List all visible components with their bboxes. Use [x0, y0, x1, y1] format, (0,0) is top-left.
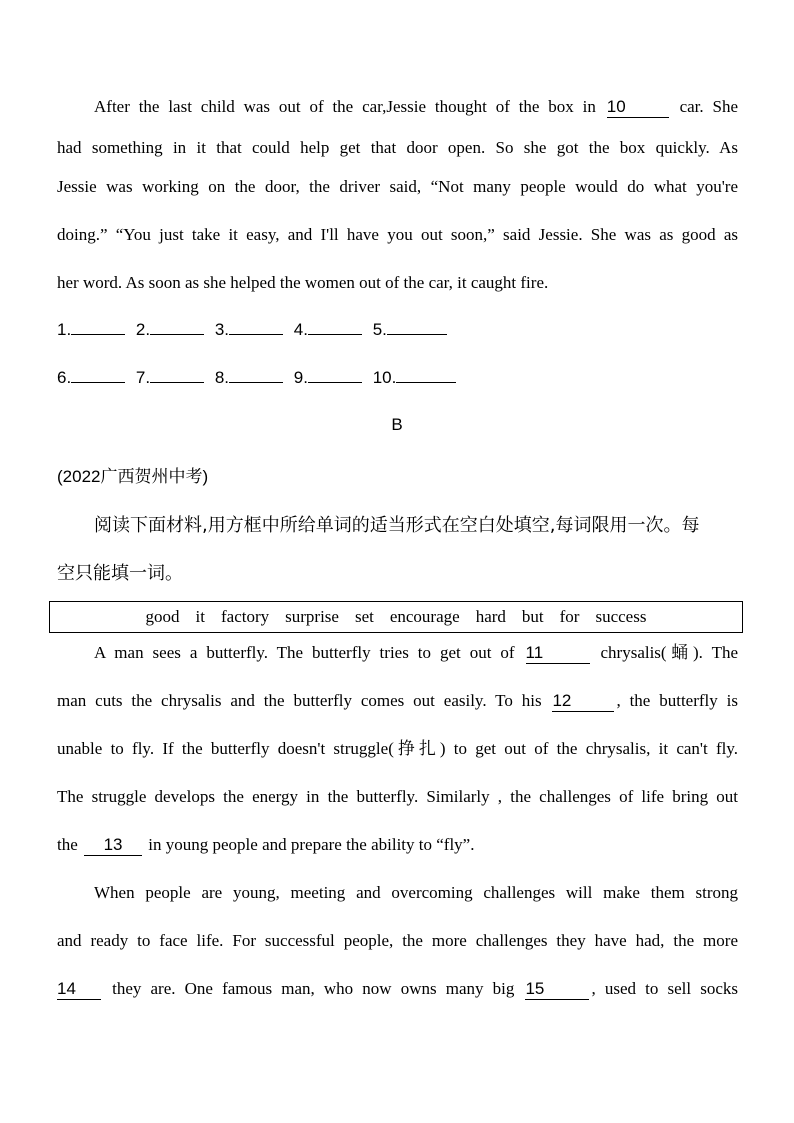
passage-a-line-5: her word. As soon as she helped the women out of the car, it caught fire. [57, 273, 549, 292]
answer-slot[interactable]: 2. [136, 320, 204, 340]
instruction-line-1: 阅读下面材料,用方框中所给单词的适当形式在空白处填空,每词限用一次。每 [94, 515, 700, 536]
answer-slot[interactable]: 1. [57, 320, 125, 340]
word-option: but [521, 607, 544, 626]
text-segment: in young people and prepare the ability to “fly”. [144, 835, 475, 854]
passage-b-line-4: The struggle develops the energy in the butterfly. Similarly , the challenges of life bring out [57, 787, 738, 806]
text-segment: A man sees a butterfly. The butterfly tries to get out of [94, 643, 524, 662]
text-segment: car. She [670, 97, 738, 116]
text-segment: they are. One famous man, who now owns many big [103, 979, 524, 998]
answer-slot[interactable]: 9. [294, 368, 362, 388]
passage-b-line-7: and ready to face life. For successful people, the more challenges they have had, the more [57, 931, 738, 950]
blank-13[interactable]: 13 [84, 835, 142, 856]
instruction-line-2: 空只能填一词。 [57, 563, 183, 584]
text-segment: man cuts the chrysalis and the butterfly comes out easily. To his [57, 691, 551, 710]
answer-slot[interactable]: 10. [373, 368, 457, 388]
word-option: hard [475, 607, 506, 626]
text-segment: , used to sell socks [591, 979, 738, 998]
passage-b-line-1 [94, 641, 738, 665]
answer-slot[interactable]: 5. [373, 320, 447, 340]
word-option: set [354, 607, 374, 626]
passage-a-line-3: Jessie was working on the door, the driver said, “Not many people would do what you're [57, 177, 738, 196]
word-option: it [195, 607, 205, 626]
passage-b-line-2 [57, 689, 738, 713]
word-option: surprise [285, 607, 339, 626]
passage-b-line-5 [57, 833, 738, 857]
blank-11[interactable]: 11 [526, 643, 590, 664]
passage-a-line-4: doing.” “You just take it easy, and I'll have you out soon,” said Jessie. She was as good as [57, 225, 738, 244]
answer-row-1 [57, 320, 453, 340]
word-option: for [559, 607, 580, 626]
text-segment: chrysalis(蛹). The [591, 643, 739, 662]
answer-slot[interactable]: 3. [215, 320, 283, 340]
passage-b-line-3: unable to fly. If the butterfly doesn't struggle(挣扎) to get out of the chrysalis, it can't fly. [57, 739, 738, 758]
answer-slot[interactable]: 6. [57, 368, 125, 388]
answer-slot[interactable]: 7. [136, 368, 204, 388]
passage-b-line-6: When people are young, meeting and overcoming challenges will make them strong [94, 883, 738, 902]
word-option: good [145, 607, 180, 626]
blank-14[interactable]: 14 [57, 979, 101, 1000]
word-box [49, 601, 743, 633]
word-option: success [595, 607, 647, 626]
text-segment: the [57, 835, 83, 854]
text-segment: After the last child was out of the car,Jessie thought of the box in [94, 97, 605, 116]
passage-b-line-8 [57, 977, 738, 1001]
answer-slot[interactable]: 4. [294, 320, 362, 340]
blank-12[interactable]: 12 [552, 691, 614, 712]
word-option: encourage [389, 607, 460, 626]
answer-row-2 [57, 368, 462, 388]
text-segment: , the butterfly is [616, 691, 738, 710]
word-option: factory [220, 607, 270, 626]
passage-a-line-2: had something in it that could help get that door open. So she got the box quickly. As [57, 138, 738, 157]
blank-15[interactable]: 15 [525, 979, 589, 1000]
source-label: (2022广西贺州中考) [57, 467, 209, 486]
section-b-label: B [391, 415, 403, 434]
answer-slot[interactable]: 8. [215, 368, 283, 388]
blank-10[interactable]: 10 [607, 97, 669, 118]
passage-a-line-1 [94, 95, 738, 119]
